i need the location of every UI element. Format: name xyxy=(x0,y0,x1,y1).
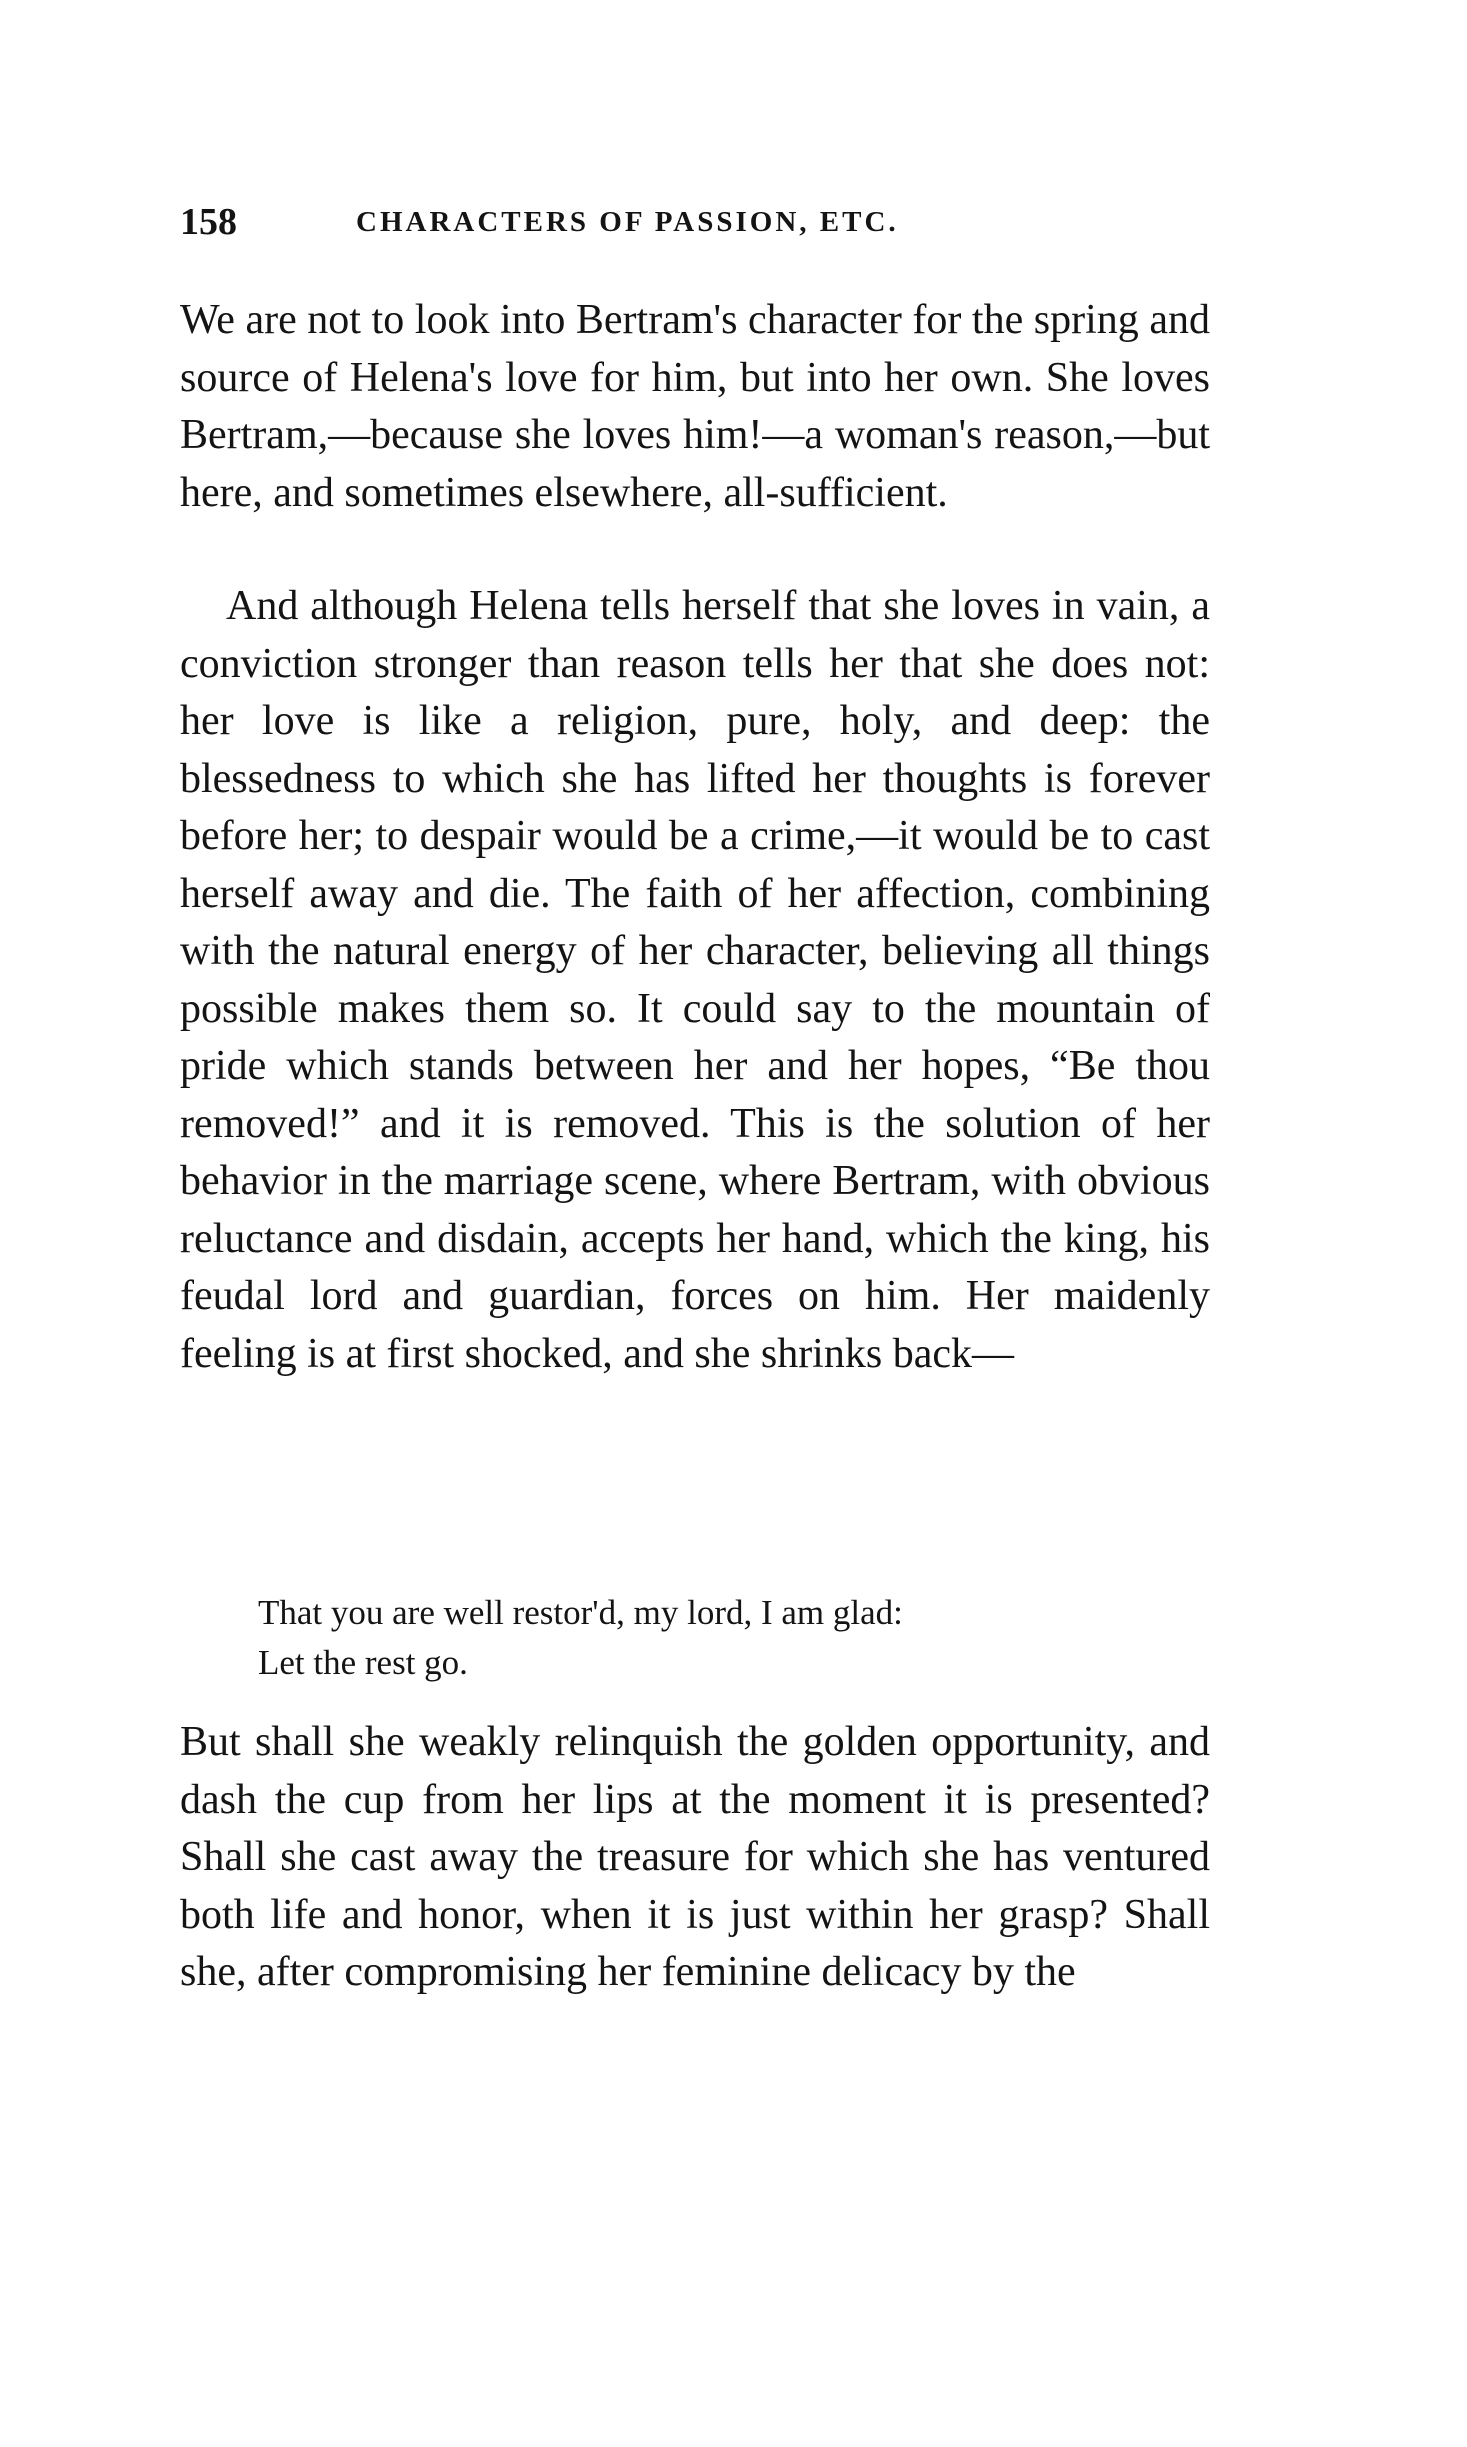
body-paragraph-2: And although Helena tells herself that she loves in vain, a conviction stronger than reason tells her that she does not: her love is like a religion, pure, holy, and deep: the blessedness to which she has lifted her thoughts is forever before her; to despair would be a crime,—it would be to cast herself away and die. The faith of her affection, combining with the natural energy of her character, believing all things possible makes them so. It could say to the mountain of pride which stands between her and her hopes, “Be thou removed!” and it is removed. This is the solution of her behavior in the marriage scene, where Bertram, with obvious reluctance and disdain, accepts her hand, which the king, his feudal lord and guardian, forces on him. Her maidenly feeling is at first shocked, and she shrinks back— xyxy=(180,583,1210,1377)
verse-quotation xyxy=(258,1588,1178,1688)
quote-line-2: Let the rest go. xyxy=(258,1643,468,1682)
page-header xyxy=(180,200,1210,260)
quote-line-1: That you are well restor'd, my lord, I am glad: xyxy=(258,1593,903,1632)
running-title: CHARACTERS OF PASSION, ETC. xyxy=(356,206,899,238)
body-paragraph-1: We are not to look into Bertram's character for the spring and source of Helena's love for him, but into her own. She loves Bertram,—because she loves him!—a woman's reason,—but here, and sometimes elsewhere, all-sufficient. xyxy=(180,297,1210,516)
page-number: 158 xyxy=(180,201,237,243)
body-paragraph-3: But shall she weakly relinquish the golden opportunity, and dash the cup from her lips at the moment it is presented? Shall she cast away the treasure for which she has ventured both life and honor, when it is just within her grasp? Shall she, after compromising her feminine delicacy by the xyxy=(180,1719,1210,1995)
